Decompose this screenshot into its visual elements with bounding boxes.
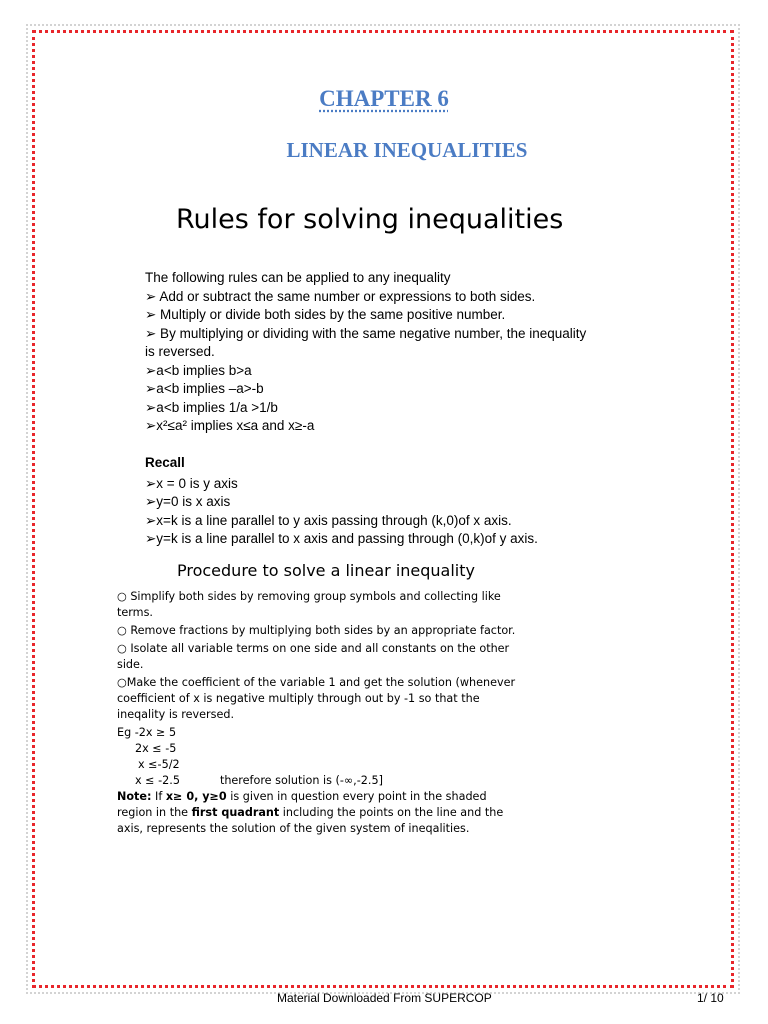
chapter-subtitle: LINEAR INEQUALITIES [286,138,528,162]
recall-item: ➢x=k is a line parallel to y axis passing through (k,0)of x axis. [145,512,512,528]
procedure-step: ○ Remove fractions by multiplying both sides by an appropriate factor. [117,624,516,637]
example-line: Eg -2x ≥ 5 [117,726,177,739]
rule-item: ➢a<b implies –a>-b [145,381,264,396]
recall-block [145,454,595,549]
procedure-block [117,589,517,839]
recall-item: ➢y=0 is x axis [145,494,231,509]
recall-item: ➢x = 0 is y axis [145,475,238,491]
recall-title: Recall [145,455,185,470]
footer-source: Material Downloaded From SUPERCOP [277,991,492,1005]
rules-intro: The following rules can be applied to any inequality [145,270,451,285]
example-block [117,725,517,789]
example-solution: therefore solution is (-∞,-2.5] [219,774,383,787]
rule-item: ➢a<b implies 1/a >1/b [145,399,278,415]
procedure-step: ○ Simplify both sides by removing group symbols and collecting like terms. [117,590,501,619]
rule-item: ➢a<b implies b>a [145,362,252,378]
rule-item: ➢ Multiply or divide both sides by the same positive number. [145,307,506,322]
rule-item: ➢ By multiplying or dividing with the same negative number, the inequality is reversed. [145,325,587,359]
rules-list [145,269,595,436]
note-label: Note: [117,790,152,803]
rule-item: ➢ Add or subtract the same number or expressions to both sides. [145,288,536,304]
example-line: 2x ≤ -5 [135,742,177,755]
example-line: x ≤-5/2 [138,758,180,771]
procedure-heading: Procedure to solve a linear inequality [177,561,475,580]
procedure-step: ○Make the coefficient of the variable 1 and get the solution (whenever coefficient of x is negative multiply through out by -1 so that the ineqality is reversed. [117,676,516,721]
rule-item: ➢x²≤a² implies x≤a and x≥-a [145,418,315,433]
chapter-title: CHAPTER 6 [319,86,449,111]
note-paragraph: Note: If x≥ 0, y≥0 is given in question every point in the shaded region in the first quadrant including the points on the line and the axis, represents the solution of the given system of ineqalities. [117,790,504,835]
page-number: 1/ 10 [697,991,724,1005]
example-result: x ≤ -2.5 [135,774,180,787]
rules-heading: Rules for solving inequalities [176,204,564,235]
example-line [117,773,517,789]
recall-item: ➢y=k is a line parallel to x axis and passing through (0,k)of y axis. [145,531,538,546]
procedure-step: ○ Isolate all variable terms on one side and all constants on the other side. [117,642,510,671]
